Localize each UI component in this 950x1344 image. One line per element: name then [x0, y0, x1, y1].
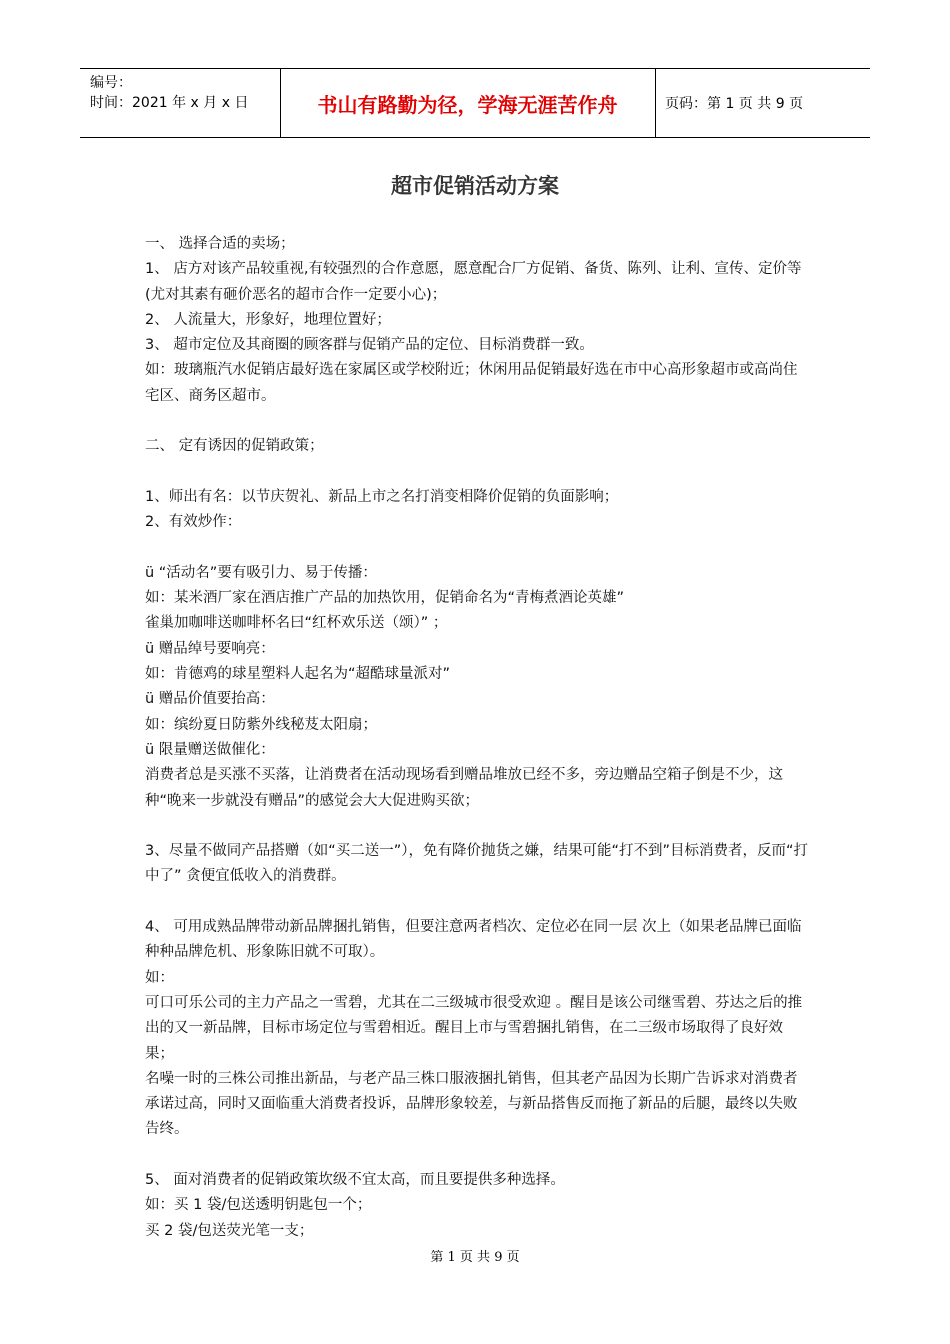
document-number-label: 编号：: [90, 75, 132, 91]
header-page-number: 页码：第 1 页 共 9 页: [665, 96, 804, 112]
body-paragraph: ü 限量赠送做催化：: [145, 741, 275, 758]
body-paragraph: 5、 面对消费者的促销政策坎级不宜太高，而且要提供多种选择。: [145, 1171, 565, 1188]
blank-line: [145, 536, 810, 561]
body-paragraph: 二、 定有诱因的促销政策；: [145, 438, 324, 455]
body-paragraph: 3、 超市定位及其商圈的顾客群与促销产品的定位、目标消费群一致。: [145, 337, 594, 354]
blank-line: [145, 1143, 810, 1168]
body-paragraph: 4、 可用成熟品牌带动新品牌捆扎销售，但要注意两者档次、定位必在同一层 次上（如果老品牌已面临种种品牌危机、形象陈旧就不可取）。: [145, 919, 802, 961]
page-footer: 第 1 页 共 9 页: [430, 1250, 520, 1265]
document-time-label: 时间：2021 年 x 月 x 日: [90, 95, 249, 111]
body-paragraph: 1、师出有名：以节庆贺礼、新品上市之名打消变相降价促销的负面影响；: [145, 488, 619, 505]
body-paragraph: 名噪一时的三株公司推出新品，与老产品三株口服液捆扎销售，但其老产品因为长期广告诉求对消费者承诺过高，同时又面临重大消费者投诉，品牌形象较差，与新品搭售反而拖了新品的后腿，最终以失败告终。: [145, 1070, 798, 1138]
body-paragraph: 雀巢加咖啡送咖啡杯名曰“红杯欢乐送（颂）” ；: [145, 615, 448, 632]
body-paragraph: ü 赠品价值要抬高：: [145, 691, 275, 708]
blank-line: [145, 890, 810, 915]
header-meta: [90, 73, 248, 113]
body-paragraph: 1、 店方对该产品较重视,有较强烈的合作意愿，愿意配合厂方促销、备货、陈列、让利、宣传、定价等(尤对其素有砸价恶名的超市合作一定要小心)；: [145, 261, 802, 303]
body-paragraph: 消费者总是买涨不买落，让消费者在活动现场看到赠品堆放已经不多，旁边赠品空箱子倒是不少，这种“晚来一步就没有赠品”的感觉会大大促进购买欲；: [145, 767, 783, 809]
body-paragraph: 如：某米酒厂家在酒店推广产品的加热饮用，促销命名为“青梅煮酒论英雄”: [145, 590, 625, 607]
body-paragraph: 如：买 1 袋/包送透明钥匙包一个；: [145, 1197, 372, 1214]
body-paragraph: 如：: [145, 969, 174, 986]
body-paragraph: 如：缤纷夏日防紫外线秘芨太阳扇；: [145, 716, 377, 733]
body-paragraph: 一、 选择合适的卖场；: [145, 236, 295, 252]
body-paragraph: 2、 人流量大，形象好，地理位置好；: [145, 311, 391, 328]
body-paragraph: ü 赠品绰号要响亮：: [145, 640, 275, 657]
page-header: [80, 68, 870, 138]
blank-line: [145, 409, 810, 434]
body-paragraph: 3、尽量不做同产品搭赠（如“买二送一”），免有降价抛货之嫌，结果可能“打不到”目标消费者，反而“打中了” 贪便宜低收入的消费群。: [145, 843, 809, 885]
blank-line: [145, 460, 810, 485]
document-title: 超市促销活动方案: [391, 174, 559, 198]
body-paragraph: 如：肯德鸡的球星塑料人起名为“超酷球量派对”: [145, 666, 451, 683]
body-paragraph: 2、有效炒作：: [145, 514, 242, 531]
body-paragraph: 可口可乐公司的主力产品之一雪碧，尤其在二三级城市很受欢迎 。醒目是该公司继雪碧、芬达之后的推出的又一新品牌，目标市场定位与雪碧相近。醒目上市与雪碧捆扎销售，在二三级市场取得了良好效果；: [145, 994, 803, 1062]
blank-line: [145, 814, 810, 839]
header-divider: [655, 69, 656, 137]
document-body: [145, 232, 810, 1244]
body-paragraph: 如：玻璃瓶汽水促销店最好选在家属区或学校附近；休闲用品促销最好选在市中心高形象超市或高尚住宅区、商务区超市。: [145, 362, 798, 404]
body-paragraph: 买 2 袋/包送荧光笔一支；: [145, 1222, 314, 1239]
header-motto: 书山有路勤为径，学海无涯苦作舟: [317, 92, 618, 117]
body-paragraph: ü “活动名”要有吸引力、易于传播：: [145, 564, 377, 581]
